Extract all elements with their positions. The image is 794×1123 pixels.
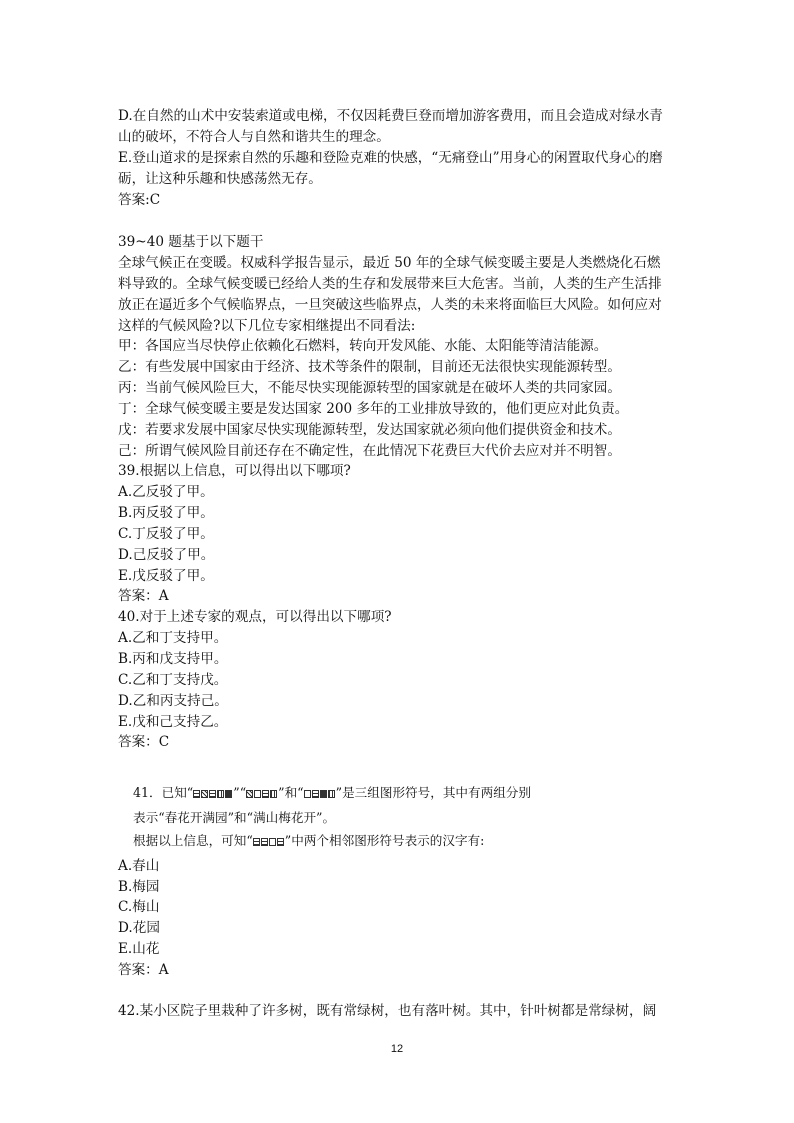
answer-39: 答案：A [118, 588, 169, 604]
q39-option-d: D.己反驳了甲。 [118, 547, 215, 563]
q40-option-e: E.戊和己支持乙。 [118, 714, 228, 730]
page-number: 12 [390, 1043, 404, 1055]
expert-ji: 己：所谓气候风险目前还存在不确定性，在此情况下花费巨大代价去应对并不明智。 [118, 443, 621, 459]
expert-wu: 戊：若要求发展中国家尽快实现能源转型，发达国家就必须向他们提供资金和技术。 [118, 422, 621, 438]
q40-option-b: B.丙和戊支持甲。 [118, 651, 228, 667]
option-e-line-2: 砺，让这种乐趣和快感荡然无存。 [118, 171, 322, 187]
q41-l3-prefix: 根据以上信息，可知“ [133, 833, 253, 848]
option-d-line-2: 山的破坏，不符合人与自然和谐共生的理念。 [118, 129, 390, 145]
expert-yi: 乙：有些发展中国家由于经济、技术等条件的限制，目前还无法很快实现能源转型。 [118, 359, 621, 375]
q41-suffix: ”是三组图形符号，其中有两组分别 [335, 785, 531, 800]
option-d-line-1: D.在自然的山术中安装索道或电梯，不仅因耗费巨登而增加游客费用，而且会造成对绿水青 [118, 108, 663, 124]
q41-quote-2: ”和“ [278, 785, 304, 800]
q41-option-e: E.山花 [118, 941, 160, 957]
expert-jia: 甲：各国应当尽快停止依赖化石燃料，转向开发风能、水能、太阳能等清洁能源。 [118, 338, 608, 354]
q41-option-c: C.梅山 [118, 899, 160, 915]
stem-line-4: 这样的气候风险?以下几位专家相继提出不同看法: [118, 318, 416, 334]
answer-40: 答案：C [118, 734, 170, 750]
q39-option-e: E.戊反驳了甲。 [118, 568, 214, 584]
q41-option-b: B.梅园 [118, 879, 160, 895]
q39-option-a: A.乙反驳了甲。 [118, 484, 214, 500]
question-41-line-1 [133, 784, 531, 802]
stem-line-3: 放正在逼近多个气候临界点，一旦突破这些临界点，人类的未来将面临巨大风险。如何应对 [118, 297, 662, 313]
option-e-line-1: E.登山道求的是探索自然的乐趣和登险克难的快感，“无痛登山”用身心的闲置取代身心的磨 [118, 150, 663, 166]
q39-40-header: 39~40 题基于以下题干 [118, 234, 264, 250]
symbol-group-3 [304, 785, 336, 795]
answer-38: 答案:C [118, 192, 161, 208]
q40-option-d: D.乙和丙支持己。 [118, 693, 228, 709]
question-42-line-1: 42.某小区院子里栽种了许多树，既有常绿树，也有落叶树。其中，针叶树都是常绿树，阔 [118, 1003, 657, 1019]
q41-quote-1: ”“ [233, 785, 247, 800]
q39-option-b: B.丙反驳了甲。 [118, 505, 214, 521]
symbol-group-4 [253, 833, 285, 843]
question-41-line-3 [133, 832, 484, 850]
q39-option-c: C.丁反驳了甲。 [118, 526, 214, 542]
q41-l3-suffix: ”中两个相邻图形符号表示的汉字有: [284, 833, 485, 848]
q41-option-d: D.花园 [118, 920, 160, 936]
expert-ding: 丁：全球气候变暖主要是发达国家 200 多年的工业排放导致的，他们更应对此负责。 [118, 401, 629, 417]
q40-option-a: A.乙和丁支持甲。 [118, 630, 228, 646]
q41-option-a: A.春山 [118, 858, 160, 874]
q41-prefix: 41．已知“ [133, 785, 194, 800]
question-39: 39.根据以上信息，可以得出以下哪项? [118, 463, 351, 479]
symbol-group-2 [246, 785, 278, 795]
stem-line-2: 料导致的。全球气候变暖已经给人类的生存和发展带来巨大危害。当前，人类的生产生活排 [118, 276, 662, 292]
stem-line-1: 全球气候正在变暖。权威科学报告显示，最近 50 年的全球气候变暖主要是人类燃烧化石燃 [118, 255, 661, 271]
question-41-line-2: 表示“春花开满园”和“满山梅花开”。 [133, 810, 336, 825]
expert-bing: 丙：当前气候风险巨大，不能尽快实现能源转型的国家就是在破坏人类的共同家园。 [118, 380, 621, 396]
question-40: 40.对于上述专家的观点，可以得出以下哪项? [118, 609, 392, 625]
symbol-group-1 [193, 785, 233, 795]
q40-option-c: C.乙和丁支持戊。 [118, 672, 228, 688]
answer-41: 答案：A [118, 962, 169, 978]
